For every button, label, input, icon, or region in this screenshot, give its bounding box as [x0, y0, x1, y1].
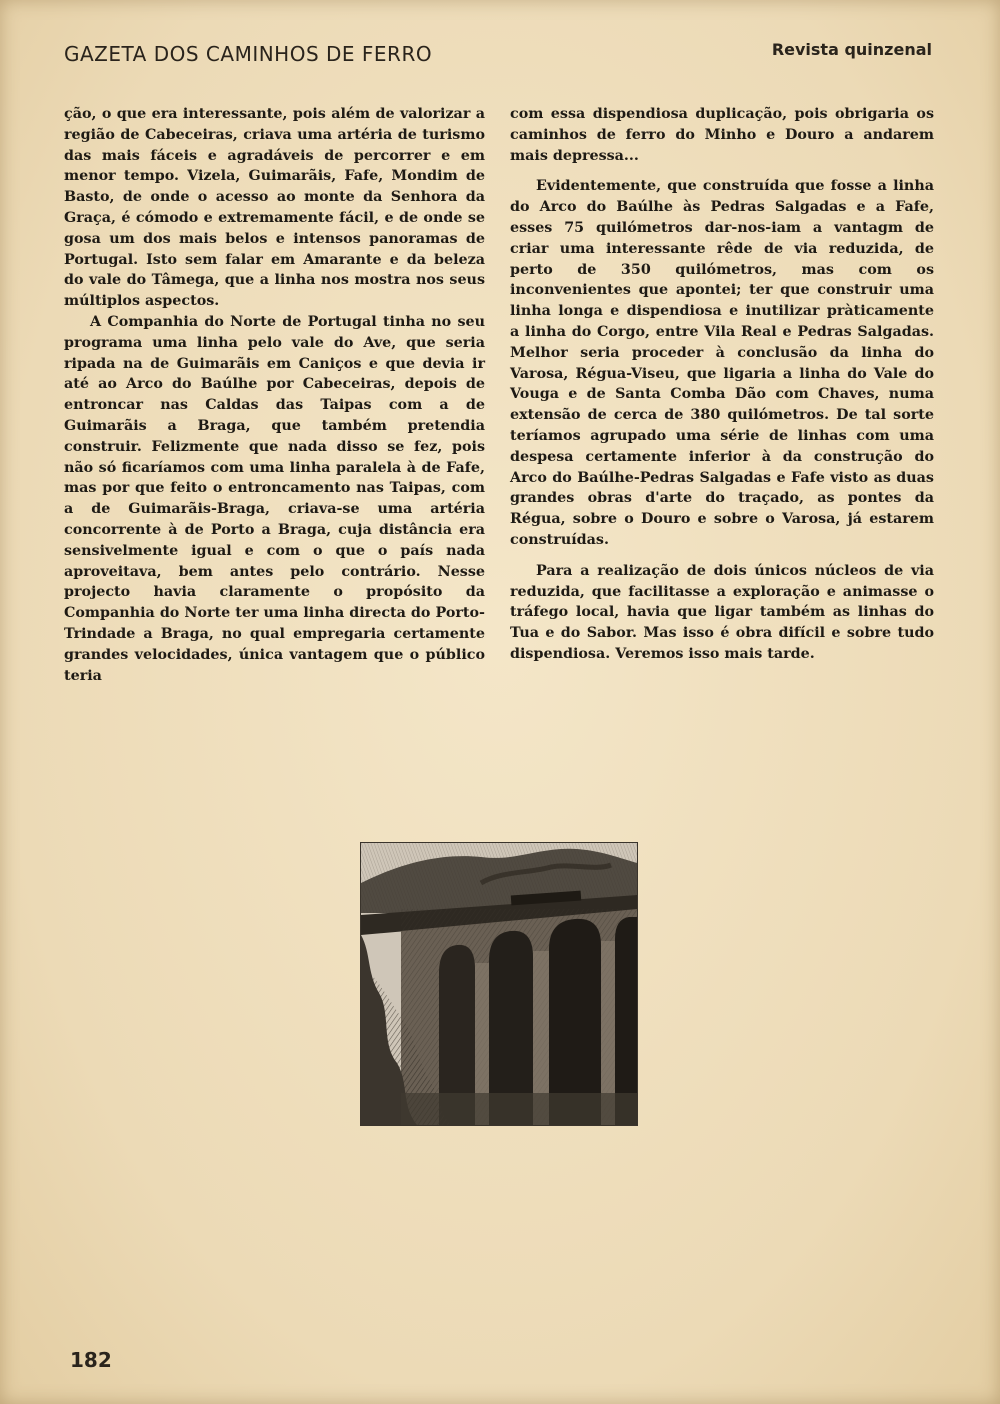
- right-paragraph-3: Para a realização de dois únicos núcleos de via reduzida, que facilitasse a exploração e animasse o tráfego local, havia que ligar também as linhas do Tua e do Sabor. Mas isso é obra difícil e sobre tudo dispendiosa. Veremos isso mais tarde.: [510, 562, 934, 662]
- left-paragraph-1: ção, o que era interessante, pois além de valorizar a região de Cabeceiras, criava uma artéria de turismo das mais fáceis e agradáveis de percorrer e em menor tempo. Vizela, Guimarãis, Fafe, Mondim de Basto, de onde o acesso ao monte da Senhora da Graça, é cómodo e extremamente fácil, e de onde se gosa um dos mais belos e intensos panoramas de Portugal. Isto sem falar em Amarante e da beleza do vale do Tâmega, que a linha nos mostra nos seus múltiplos aspectos.: [64, 106, 485, 310]
- magazine-title: GAZETA DOS CAMINHOS DE FERRO: [64, 42, 433, 66]
- right-column: [510, 104, 934, 665]
- right-paragraph-1: com essa dispendiosa duplicação, pois obrigaria os caminhos de ferro do Minho e Douro a andarem mais depressa...: [510, 106, 934, 164]
- page-number: 182: [70, 1348, 112, 1372]
- magazine-subtitle: Revista quinzenal: [771, 40, 932, 59]
- left-column: [64, 104, 485, 686]
- viaduct-drawing: [361, 843, 637, 1125]
- right-paragraph-2: Evidentemente, que construída que fosse a linha do Arco do Baúlhe às Pedras Salgadas e a Fafe, esses 75 quilómetros dar-nos-iam a vantagm de criar uma interessante rêde de via reduzida, de perto de 350 quilómetros, mas com os inconvenientes que apontei; ter que construir uma linha longa e dispendiosa e inutilizar pràticamente a linha do Corgo, entre Vila Real e Pedras Salgadas. Melhor seria proceder à conclusão da linha do Varosa, Régua-Viseu, que ligaria a linha do Vale do Vouga e de Santa Comba Dão com Chaves, numa extensão de cerca de 380 quilómetros. De tal sorte teríamos agrupado uma série de linhas com uma despesa certamente inferior à da construção do Arco do Baúlhe-Pedras Salgadas e Fafe visto as duas grandes obras d'arte do traçado, as pontes da Régua, sobre o Douro e sobre o Varosa, já estarem construídas.: [510, 178, 934, 548]
- left-paragraph-2: A Companhia do Norte de Portugal tinha no seu programa uma linha pelo vale do Ave, que seria ripada na de Guimarãis em Caniços e que devia ir até ao Arco do Baúlhe por Cabeceiras, depois de entroncar nas Caldas das Taipas com a de Guimarãis a Braga, que também pretendia construir. Felizmente que nada disso se fez, pois não só ficaríamos com uma linha paralela à de Fafe, mas por que feito o entroncamento nas Taipas, com a de Guimarãis-Braga, criava-se uma artéria concorrente à de Porto a Braga, cuja distância era sensivelmente igual e com o que o país nada aproveitava, bem antes pelo contrário. Nesse projecto havia claramente o propósito da Companhia do Norte ter uma linha directa do Porto-Trindade a Braga, no qual empregaria certamente grandes velocidades, única vantagem que o público teria: [64, 313, 485, 684]
- viaduct-illustration: [360, 842, 638, 1126]
